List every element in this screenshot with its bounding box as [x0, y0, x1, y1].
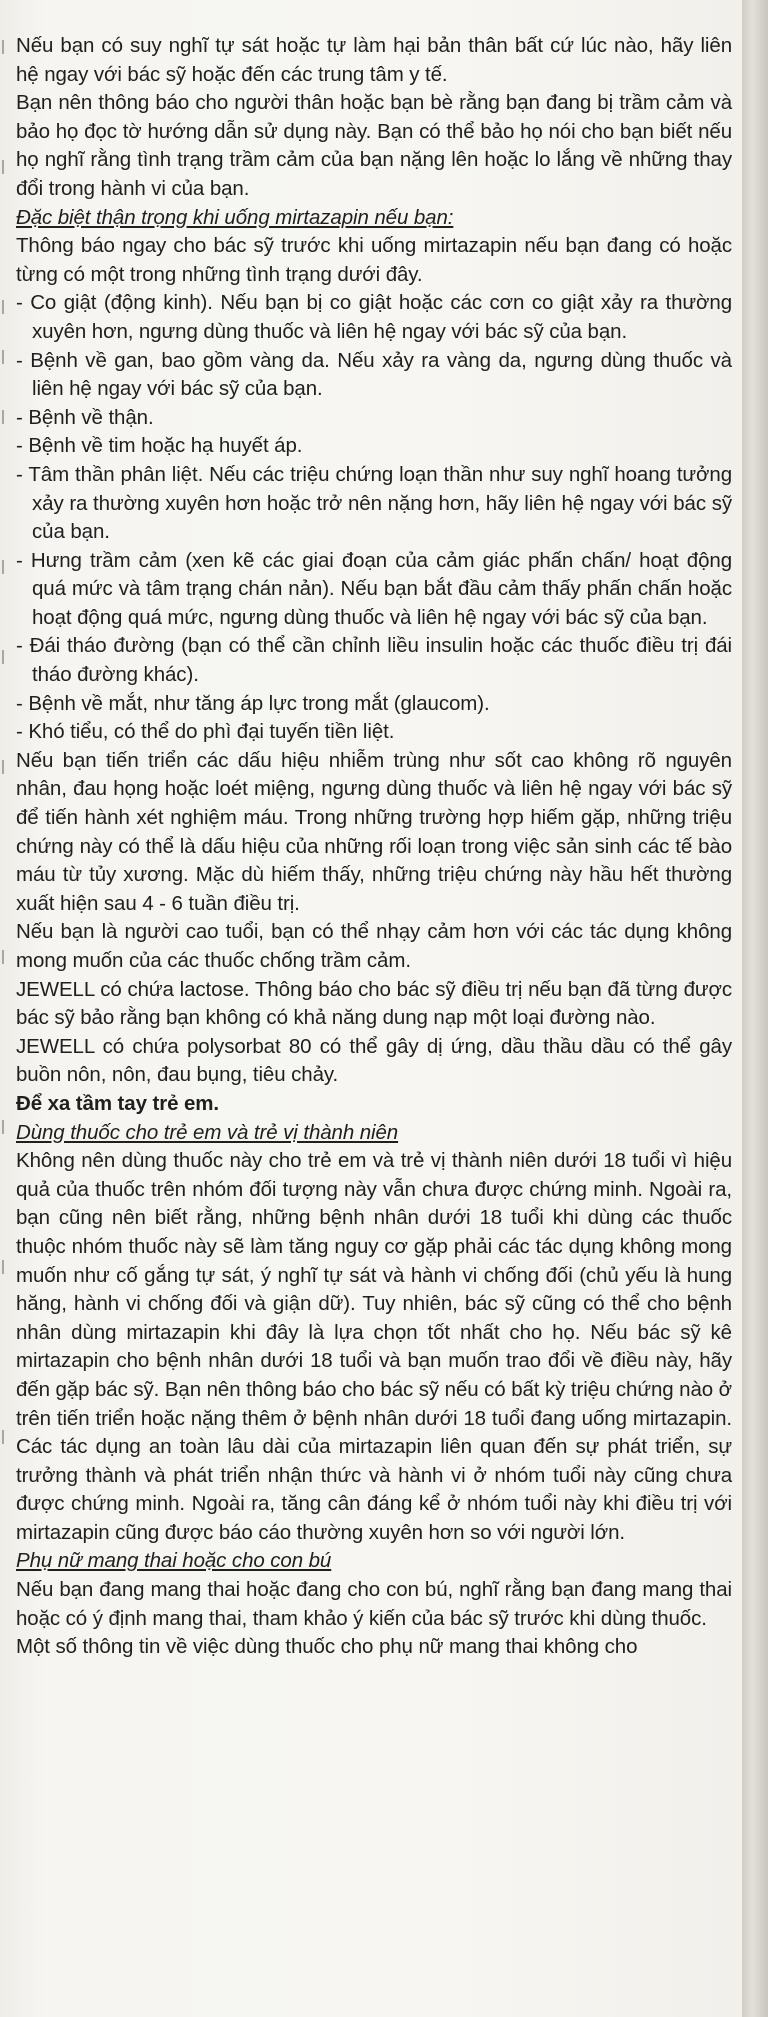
margin-mark: [2, 760, 12, 774]
list-item: - Đái tháo đường (bạn có thể cần chỉnh liều insulin hoặc các thuốc điều trị đái tháo đường khác).: [16, 634, 732, 687]
warning-heading: Để xa tầm tay trẻ em.: [16, 1091, 220, 1115]
margin-mark: [2, 410, 12, 424]
paragraph: Không nên dùng thuốc này cho trẻ em và trẻ vị thành niên dưới 18 tuổi vì hiệu quả của thuốc trên nhóm đối tượng này vẫn chưa được chứng minh. Ngoài ra, bạn cũng nên biết rằng, những bệnh nhân dưới 18 tuổi khi dùng các thuốc thuộc nhóm thuốc này sẽ làm tăng nguy cơ gặp phải các tác dụng không mong muốn như cố gắng tự sát, ý nghĩ tự sát và hành vi chống đối (chủ yếu là hung hăng, hành vi chống đối và giận dữ). Tuy nhiên, bác sỹ cũng có thể cho bệnh nhân dùng mirtazapin khi đây là lựa chọn tốt nhất cho họ. Nếu bác sỹ kê mirtazapin cho bệnh nhân dưới 18 tuổi và bạn muốn trao đổi về điều này, hãy đến gặp bác sỹ. Bạn nên thông báo cho bác sỹ nếu có bất kỳ triệu chứng nào ở trên tiến triển hoặc nặng thêm ở bệnh nhân dưới 18 tuổi đang uống mirtazapin. Các tác dụng an toàn lâu dài của mirtazapin liên quan đến sự phát triển, sự trưởng thành và phát triển nhận thức và hành vi ở nhóm tuổi này cũng chưa được chứng minh. Ngoài ra, tăng cân đáng kể ở nhóm tuổi này khi điều trị với mirtazapin cũng được báo cáo thường xuyên hơn so với người lớn.: [16, 1149, 732, 1544]
paragraph: Nếu bạn đang mang thai hoặc đang cho con bú, nghĩ rằng bạn đang mang thai hoặc có ý định mang thai, tham khảo ý kiến của bác sỹ trước khi dùng thuốc.: [16, 1578, 732, 1630]
paragraph: Nếu bạn tiến triển các dấu hiệu nhiễm trùng như sốt cao không rõ nguyên nhân, đau họng hoặc loét miệng, ngưng dùng thuốc và liên hệ ngay với bác sỹ để tiến hành xét nghiệm máu. Trong những trường hợp hiếm gặp, những triệu chứng này có thể là dấu hiệu của những rối loạn trong việc sản sinh các tế bào máu từ tủy xương. Mặc dù hiếm thấy, những triệu chứng này hầu hết thường xuất hiện sau 4 - 6 tuần điều trị.: [16, 748, 732, 915]
page-fold-edge: [742, 0, 768, 2017]
paragraph: Bạn nên thông báo cho người thân hoặc bạn bè rằng bạn đang bị trầm cảm và bảo họ đọc tờ hướng dẫn sử dụng này. Bạn có thể bảo họ nói cho bạn biết nếu họ nghĩ rằng tình trạng trầm cảm của bạn nặng lên hoặc lo lắng về những thay đổi trong hành vi của bạn.: [16, 91, 732, 200]
document-body: [16, 32, 732, 1662]
list-item: - Bệnh về mắt, như tăng áp lực trong mắt (glaucom).: [16, 691, 490, 715]
list-item: - Bệnh về gan, bao gồm vàng da. Nếu xảy ra vàng da, ngưng dùng thuốc và liên hệ ngay với bác sỹ của bạn.: [16, 348, 732, 401]
section-heading: Phụ nữ mang thai hoặc cho con bú: [16, 1549, 332, 1573]
margin-mark: [2, 560, 12, 574]
list-item: - Bệnh về thận.: [16, 405, 154, 429]
list-item: - Co giật (động kinh). Nếu bạn bị co giật hoặc các cơn co giật xảy ra thường xuyên hơn, ngưng dùng thuốc và liên hệ ngay với bác sỹ của bạn.: [16, 291, 732, 343]
margin-mark: [2, 350, 12, 364]
paragraph: JEWELL có chứa lactose. Thông báo cho bác sỹ điều trị nếu bạn đã từng được bác sỹ bảo rằng bạn không có khả năng dung nạp một loại đường nào.: [16, 977, 732, 1030]
list-item: - Tâm thần phân liệt. Nếu các triệu chứng loạn thần như suy nghĩ hoang tưởng xảy ra thường xuyên hơn hoặc trở nên nặng hơn, hãy liên hệ ngay với bác sỹ của bạn.: [16, 462, 732, 544]
paragraph: Thông báo ngay cho bác sỹ trước khi uống mirtazapin nếu bạn đang có hoặc từng có một trong những tình trạng dưới đây.: [16, 234, 732, 286]
paragraph: Nếu bạn có suy nghĩ tự sát hoặc tự làm hại bản thân bất cứ lúc nào, hãy liên hệ ngay với bác sỹ hoặc đến các trung tâm y tế.: [16, 34, 732, 86]
list-item: - Khó tiểu, có thể do phì đại tuyến tiền liệt.: [16, 720, 395, 744]
margin-mark: [2, 160, 12, 174]
margin-mark: [2, 1430, 12, 1444]
paragraph: Một số thông tin về việc dùng thuốc cho phụ nữ mang thai không cho: [16, 1635, 638, 1659]
list-item: - Hưng trầm cảm (xen kẽ các giai đoạn của cảm giác phấn chấn/ hoạt động quá mức và tâm trạng chán nản). Nếu bạn bắt đầu cảm thấy phấn chấn hoặc hoạt động quá mức, ngưng dùng thuốc và liên hệ ngay với bác sỹ của bạn.: [16, 548, 732, 629]
paragraph: Nếu bạn là người cao tuổi, bạn có thể nhạy cảm hơn với các tác dụng không mong muốn của các thuốc chống trầm cảm.: [16, 920, 732, 972]
section-heading: Đặc biệt thận trọng khi uống mirtazapin nếu bạn:: [16, 205, 454, 229]
section-heading: Dùng thuốc cho trẻ em và trẻ vị thành niên: [16, 1120, 399, 1144]
margin-mark: [2, 40, 12, 54]
margin-mark: [2, 650, 12, 664]
list-item: - Bệnh về tim hoặc hạ huyết áp.: [16, 434, 303, 458]
margin-mark: [2, 1120, 12, 1134]
margin-mark: [2, 300, 12, 314]
paragraph: JEWELL có chứa polysorbat 80 có thể gây dị ứng, dầu thầu dầu có thể gây buồn nôn, nôn, đau bụng, tiêu chảy.: [16, 1034, 732, 1087]
margin-mark: [2, 950, 12, 964]
margin-mark: [2, 1260, 12, 1274]
